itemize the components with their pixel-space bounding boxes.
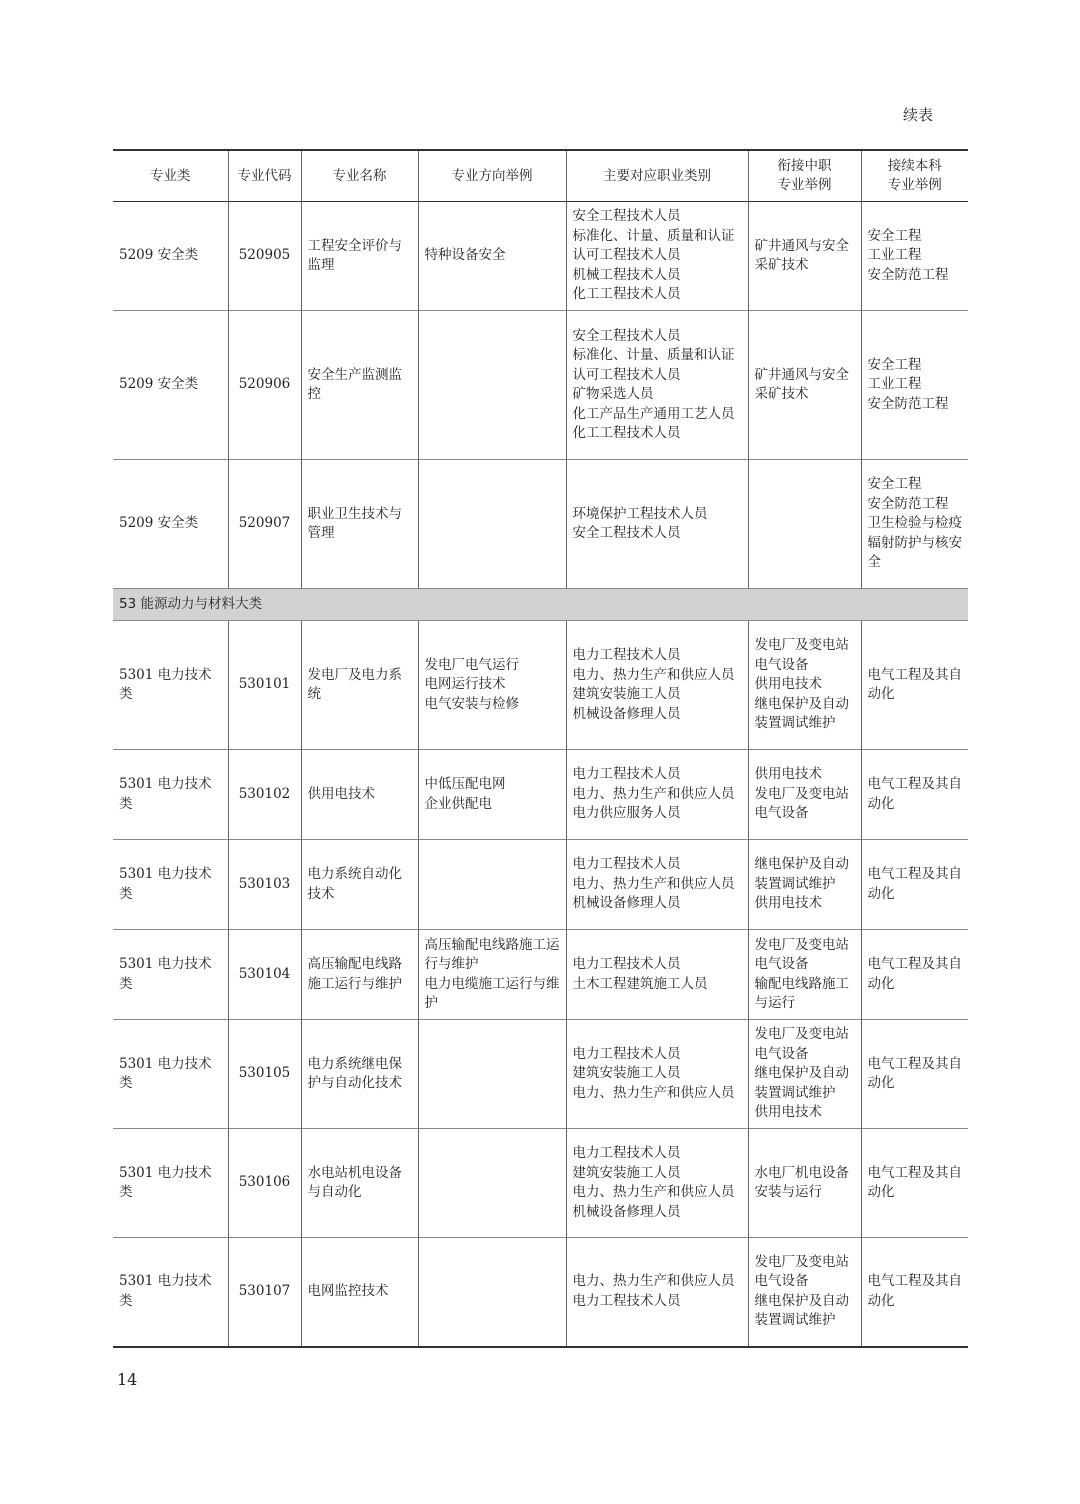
cell-secondary	[748, 1020, 861, 1129]
cell-category: 5301 电力技术类	[113, 1129, 228, 1238]
col-header-bachelor	[861, 150, 968, 202]
cell-secondary-line: 继电保护及自动装置调试维护	[754, 695, 849, 732]
cell-category: 5301 电力技术类	[113, 1238, 228, 1347]
col-header-bachelor-line1: 接续本科	[887, 158, 942, 174]
cell-occupation-line: 机械设备修理人员	[572, 895, 681, 912]
cell-direction-line: 特种设备安全	[424, 247, 506, 264]
cell-secondary-line: 发电厂及变电站电气设备	[754, 637, 849, 673]
cell-bachelor	[861, 621, 968, 750]
cell-bachelor	[861, 202, 968, 311]
cell-bachelor-line: 安全防范工程	[867, 266, 949, 283]
cell-name: 水电站机电设备与自动化	[301, 1129, 418, 1238]
cell-occupation-line: 安全工程技术人员	[572, 208, 681, 225]
cell-direction	[418, 460, 566, 589]
table-row	[113, 1129, 968, 1238]
cell-occupation-line: 机械设备修理人员	[572, 1203, 681, 1220]
cell-bachelor	[861, 930, 968, 1020]
cell-occupation-line: 电力、热力生产和供应人员	[572, 1184, 735, 1200]
cell-secondary	[748, 311, 861, 460]
cell-secondary-line: 继电保护及自动装置调试维护	[754, 1292, 849, 1329]
cell-secondary-line: 发电厂及变电站电气设备	[754, 936, 849, 972]
col-header-secondary-line1: 衔接中职	[777, 158, 832, 174]
table-row	[113, 1238, 968, 1347]
cell-occupation-line: 建筑安装施工人员	[572, 1164, 681, 1181]
col-header-code: 专业代码	[228, 150, 301, 202]
cell-occupation-line: 矿物采选人员	[572, 386, 654, 402]
cell-occupation-line: 土木工程建筑施工人员	[572, 975, 708, 992]
cell-secondary-line: 矿井通风与安全	[754, 237, 849, 254]
cell-occupation-line: 电力工程技术人员	[572, 647, 681, 663]
cell-occupation-line: 电力供应服务人员	[572, 805, 681, 822]
page-number: 14	[117, 1370, 138, 1389]
cell-code: 530101	[228, 621, 301, 750]
col-header-secondary-line2: 专业举例	[777, 177, 832, 193]
cell-direction-line: 企业供配电	[424, 795, 492, 812]
cell-occupation-line: 建筑安装施工人员	[572, 686, 681, 702]
cell-secondary	[748, 1238, 861, 1347]
table-row	[113, 621, 968, 750]
cell-direction-line: 电力电缆施工运行与维护	[424, 975, 560, 1011]
table-row	[113, 1020, 968, 1129]
cell-secondary-line: 供用电技术	[754, 895, 822, 912]
cell-bachelor-line: 工业工程	[867, 247, 922, 264]
cell-secondary-line: 供用电技术	[754, 766, 822, 783]
cell-code: 530103	[228, 840, 301, 930]
cell-occupation-line: 电力、热力生产和供应人员	[572, 785, 735, 802]
cell-secondary-line: 发电厂及变电站电气设备	[754, 1253, 849, 1290]
cell-code: 520905	[228, 202, 301, 311]
cell-secondary	[748, 1129, 861, 1238]
cell-direction	[418, 750, 566, 840]
col-header-bachelor-line2: 专业举例	[887, 177, 942, 193]
cell-direction	[418, 311, 566, 460]
cell-direction	[418, 840, 566, 930]
cell-secondary	[748, 750, 861, 840]
cell-bachelor	[861, 1129, 968, 1238]
cell-category: 5301 电力技术类	[113, 750, 228, 840]
table-row	[113, 311, 968, 460]
cell-occupation	[566, 930, 748, 1020]
cell-occupation-line: 电力工程技术人员	[572, 1145, 681, 1161]
cell-occupation-line: 电力、热力生产和供应人员	[572, 875, 735, 892]
cell-bachelor-line: 安全工程	[867, 356, 922, 373]
col-header-secondary	[748, 150, 861, 202]
cell-occupation	[566, 750, 748, 840]
specialty-table	[113, 149, 968, 1348]
cell-category: 5301 电力技术类	[113, 840, 228, 930]
col-header-name: 专业名称	[301, 150, 418, 202]
cell-name: 高压输配电线路施工运行与维护	[301, 930, 418, 1020]
cell-occupation	[566, 840, 748, 930]
cell-direction	[418, 1020, 566, 1129]
cell-name: 电力系统自动化技术	[301, 840, 418, 930]
cell-name: 职业卫生技术与管理	[301, 460, 418, 589]
cell-occupation-line: 电力工程技术人员	[572, 956, 681, 972]
cell-bachelor-line: 工业工程	[867, 376, 922, 393]
cell-secondary-line: 采矿技术	[754, 386, 809, 402]
cell-bachelor-line: 电气工程及其自动化	[867, 1055, 962, 1091]
cell-occupation	[566, 460, 748, 589]
cell-occupation-line: 环境保护工程技术人员	[572, 505, 708, 522]
cell-direction-line: 电气安装与检修	[424, 695, 519, 712]
cell-occupation	[566, 202, 748, 311]
cell-category: 5209 安全类	[113, 460, 228, 589]
cell-category: 5209 安全类	[113, 311, 228, 460]
cell-occupation-line: 标准化、计量、质量和认证认可工程技术人员	[572, 227, 735, 264]
cell-bachelor	[861, 460, 968, 589]
cell-name: 电网监控技术	[301, 1238, 418, 1347]
cell-occupation-line: 电力、热力生产和供应人员	[572, 1273, 735, 1290]
cell-bachelor-line: 电气工程及其自动化	[867, 956, 962, 992]
cell-direction	[418, 202, 566, 311]
cell-bachelor-line: 安全工程	[867, 476, 922, 493]
cell-bachelor	[861, 840, 968, 930]
cell-occupation-line: 电力工程技术人员	[572, 856, 681, 873]
cell-occupation-line: 电力工程技术人员	[572, 766, 681, 783]
cell-secondary-line: 矿井通风与安全	[754, 366, 849, 383]
cell-occupation-line: 化工产品生产通用工艺人员	[572, 405, 735, 422]
cell-bachelor-line: 电气工程及其自动化	[867, 666, 962, 702]
cell-occupation-line: 化工工程技术人员	[572, 425, 681, 441]
col-header-occupation: 主要对应职业类别	[566, 150, 748, 202]
cell-category: 5301 电力技术类	[113, 621, 228, 750]
cell-occupation-line: 电力工程技术人员	[572, 1292, 681, 1309]
table-row	[113, 930, 968, 1020]
cell-code: 520906	[228, 311, 301, 460]
table-row	[113, 840, 968, 930]
cell-occupation	[566, 1020, 748, 1129]
cell-code: 530107	[228, 1238, 301, 1347]
category-row	[113, 589, 968, 621]
cell-name: 电力系统继电保护与自动化技术	[301, 1020, 418, 1129]
cell-occupation-line: 电力、热力生产和供应人员	[572, 666, 735, 683]
cell-bachelor	[861, 311, 968, 460]
cell-code: 530104	[228, 930, 301, 1020]
cell-bachelor-line: 电气工程及其自动化	[867, 1164, 962, 1200]
cell-bachelor-line: 卫生检验与检疫	[867, 515, 962, 532]
cell-secondary-line: 继电保护及自动装置调试维护	[754, 1065, 849, 1101]
cell-code: 530106	[228, 1129, 301, 1238]
cell-occupation-line: 电力、热力生产和供应人员	[572, 1084, 735, 1101]
cell-code: 530105	[228, 1020, 301, 1129]
cell-secondary-line: 供用电技术	[754, 676, 822, 693]
cell-occupation	[566, 621, 748, 750]
cell-secondary-line: 发电厂及变电站电气设备	[754, 1026, 849, 1062]
cell-category: 5301 电力技术类	[113, 1020, 228, 1129]
cell-code: 530102	[228, 750, 301, 840]
cell-direction-line: 高压输配电线路施工运行与维护	[424, 936, 560, 972]
cell-bachelor	[861, 750, 968, 840]
cell-bachelor-line: 电气工程及其自动化	[867, 1273, 962, 1309]
table-header-row	[113, 150, 968, 202]
cell-bachelor-line: 安全防范工程	[867, 395, 949, 412]
cell-category: 5301 电力技术类	[113, 930, 228, 1020]
cell-direction-line: 电网运行技术	[424, 676, 506, 693]
cell-occupation-line: 标准化、计量、质量和认证认可工程技术人员	[572, 347, 735, 383]
col-header-category: 专业类	[113, 150, 228, 202]
cell-secondary-line: 供用电技术	[754, 1104, 822, 1121]
cell-bachelor	[861, 1238, 968, 1347]
cell-direction	[418, 621, 566, 750]
cell-occupation-line: 安全工程技术人员	[572, 525, 681, 541]
cell-occupation-line: 建筑安装施工人员	[572, 1065, 681, 1082]
cell-bachelor-line: 安全防范工程	[867, 495, 949, 512]
cell-direction	[418, 930, 566, 1020]
cell-occupation	[566, 311, 748, 460]
cell-secondary	[748, 202, 861, 311]
table-row	[113, 750, 968, 840]
cell-bachelor-line: 安全工程	[867, 227, 922, 244]
cell-occupation-line: 电力工程技术人员	[572, 1045, 681, 1062]
cell-bachelor-line: 辐射防护与核安全	[867, 534, 962, 571]
cell-name: 安全生产监测监控	[301, 311, 418, 460]
cell-occupation	[566, 1129, 748, 1238]
cell-category: 5209 安全类	[113, 202, 228, 311]
cell-bachelor-line: 电气工程及其自动化	[867, 866, 962, 902]
cell-secondary-line: 发电厂及变电站电气设备	[754, 785, 849, 822]
cell-occupation	[566, 1238, 748, 1347]
cell-name: 发电厂及电力系统	[301, 621, 418, 750]
cell-name: 工程安全评价与监理	[301, 202, 418, 311]
cell-direction-line: 发电厂电气运行	[424, 656, 519, 673]
cell-secondary	[748, 460, 861, 589]
cell-bachelor-line: 电气工程及其自动化	[867, 776, 962, 812]
cell-secondary-line: 继电保护及自动装置调试维护	[754, 856, 849, 892]
table-row	[113, 460, 968, 589]
cell-secondary	[748, 840, 861, 930]
cell-secondary-line: 水电厂机电设备安装与运行	[754, 1164, 849, 1200]
category-row-label: 53 能源动力与材料大类	[113, 589, 968, 621]
cell-secondary	[748, 930, 861, 1020]
cell-secondary-line: 输配电线路施工与运行	[754, 975, 849, 1011]
table-row	[113, 202, 968, 311]
cell-secondary	[748, 621, 861, 750]
col-header-direction: 专业方向举例	[418, 150, 566, 202]
cell-bachelor	[861, 1020, 968, 1129]
cell-direction	[418, 1238, 566, 1347]
cell-occupation-line: 机械工程技术人员	[572, 266, 681, 283]
cell-occupation-line: 化工工程技术人员	[572, 286, 681, 303]
cell-direction-line: 中低压配电网	[424, 776, 506, 792]
cell-occupation-line: 安全工程技术人员	[572, 327, 681, 344]
cell-code: 520907	[228, 460, 301, 589]
cell-direction	[418, 1129, 566, 1238]
continued-label: 续表	[903, 106, 934, 124]
cell-secondary-line: 采矿技术	[754, 257, 809, 273]
cell-occupation-line: 机械设备修理人员	[572, 705, 681, 722]
cell-name: 供用电技术	[301, 750, 418, 840]
